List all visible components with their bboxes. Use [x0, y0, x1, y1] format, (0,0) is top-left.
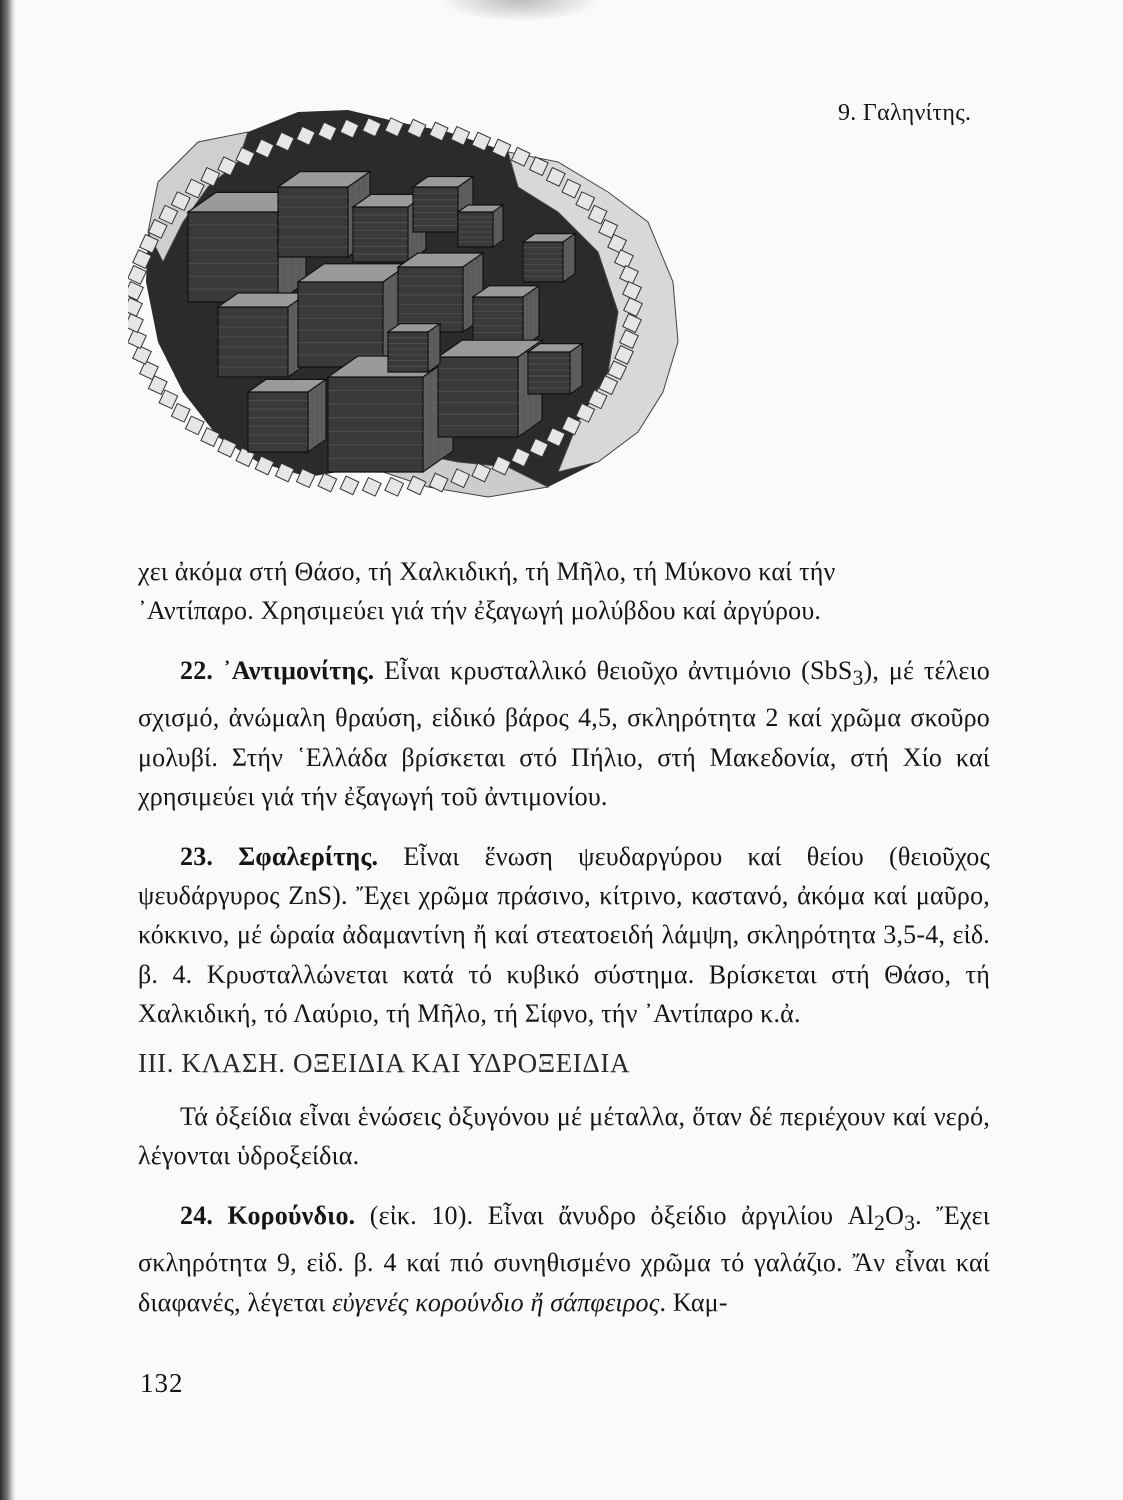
crystal-cube-face	[218, 307, 288, 377]
entry-23	[138, 837, 990, 1034]
entry-title: ᾿Αντιμονίτης.	[222, 655, 375, 685]
entry-22	[138, 651, 990, 817]
small-crystal	[133, 346, 152, 365]
page-binding-shadow	[0, 0, 16, 1500]
crystal-cube-face	[248, 392, 308, 452]
small-crystal	[385, 478, 404, 497]
entry-number: 23.	[180, 841, 214, 871]
crystal-cube-face	[353, 207, 408, 262]
paragraph-line: ᾿Αντίπαρο. Χρησιμεύει γιά τήν ἐξαγωγή μολύβδου καί ἀργύρου.	[138, 596, 822, 626]
galena-crystal-cluster-illustration-icon	[128, 92, 688, 522]
entry-title: Κορούνδιο.	[227, 1200, 356, 1230]
entry-text: . Καμ-	[659, 1287, 728, 1317]
crystal-cube-face	[438, 357, 518, 437]
small-crystal	[185, 416, 204, 435]
section-intro: Τά ὀξείδια εἶναι ἑνώσεις ὀξυγόνου μέ μέταλλα, ὅταν δέ περιέχουν καί νερό, λέγονται ὑδροξείδια.	[138, 1102, 990, 1171]
crystal-cube-face	[188, 212, 278, 302]
entry-text: Εἶναι κρυσταλλικό θειοῦχο ἀντιμόνιο (SbS	[384, 655, 853, 685]
small-crystal	[128, 298, 142, 317]
figure-reference: (εἰκ. 10).	[369, 1200, 474, 1230]
crystal-cube-face	[473, 297, 523, 347]
body-text	[138, 552, 990, 1322]
subscript: 2	[874, 1211, 886, 1236]
entry-title: Σφαλερίτης.	[238, 841, 379, 871]
small-crystal	[171, 403, 190, 422]
paragraph-line: χει ἀκόμα στή Θάσο, τή Χαλκιδική, τή Μῆλο, τή Μύκονο καί τήν	[138, 557, 836, 586]
entry-text: O	[885, 1200, 905, 1230]
crystal-cube-face	[398, 267, 463, 332]
small-crystal	[340, 476, 359, 495]
entry-text: ), μέ τέλειο σχισμό, ἀνώμαλη θραύση, εἰδικό βάρος 4,5, σκληρότητα 2 καί χρῶμα σκοῦρο μολυβί. Στήν ῾Ελλάδα βρίσκεται στό Πήλιο, στή Μακεδονία, στή Χίο καί χρησιμεύει γιά τήν ἐξαγωγή τοῦ ἀντιμονίου.	[138, 655, 990, 812]
page-number: 132	[140, 1368, 184, 1398]
paragraph-continuation	[138, 552, 990, 631]
entry-text: Εἶναι ἕνωση ψευδαργύρου καί θείου (θειοῦχος ψευδάργυρος ZnS). Ἔχει χρῶμα πράσινο, κίτρινο, καστανό, ἀκόμα καί μαῦρο, κόκκινο, μέ ὡραία ἀδαμαντίνη ἤ καί στεατοειδή λάμψη, σκληρότητα 3,5-4, εἰδ. β. 4. Κρυσταλλώνεται κατά τό κυβικό σύστημα. Βρίσκεται στή Θάσο, τή Χαλκιδική, τό Λαύριο, τή Μῆλο, τή Σίφνο, τήν ᾿Αντίπαρο κ.ἀ.	[138, 841, 990, 1029]
figure-caption: 9. Γαληνίτης.	[838, 100, 972, 126]
top-scan-shadow	[440, 0, 600, 22]
subscript: 3	[904, 1211, 916, 1236]
crystal-cube-face	[278, 187, 348, 257]
galena-figure	[128, 92, 688, 522]
entry-number: 24.	[180, 1200, 214, 1230]
italic-term: εὐγενές κορούνδιο ἤ σάπφειρος	[332, 1287, 660, 1317]
crystal-cube-face	[298, 282, 383, 367]
entry-number: 22.	[180, 655, 214, 685]
small-crystal	[362, 478, 381, 497]
entry-24	[138, 1196, 990, 1322]
section-heading: III. ΚΛΑΣΗ. ΟΞΕΙΔΙΑ ΚΑΙ ΥΔΡΟΞΕΙΔΙΑ	[138, 1047, 631, 1078]
small-crystal	[318, 473, 337, 492]
entry-text: . Ἔχει σκληρότητα 9, εἰδ. β. 4 καί πιό συνηθισμένο χρῶμα τό γαλάζιο. Ἄν εἶναι καί διαφανές, λέγεται	[138, 1200, 990, 1317]
small-crystal	[128, 282, 143, 301]
entry-text: Εἶναι ἄνυδρο ὀξείδιο ἀργιλίου Al	[487, 1200, 875, 1230]
subscript: 3	[852, 666, 864, 690]
small-crystal	[128, 314, 143, 333]
crystal-cube-face	[328, 377, 423, 472]
